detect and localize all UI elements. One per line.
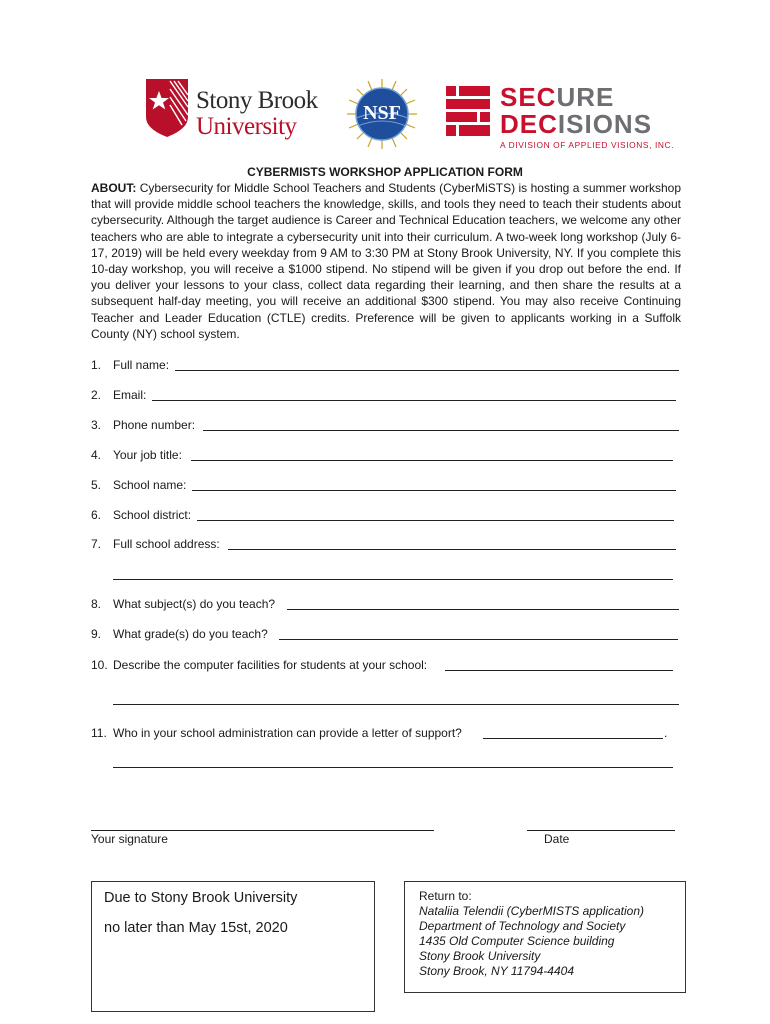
- computer-facilities-field-line2[interactable]: [113, 704, 679, 705]
- email-field[interactable]: [152, 400, 676, 401]
- due-line2: no later than May 15st, 2020: [104, 920, 288, 936]
- sbu-name-line1: Stony Brook: [196, 87, 318, 114]
- signature-label: Your signature: [91, 832, 168, 846]
- return-line-city: Stony Brook, NY 11794-4404: [419, 964, 574, 978]
- question-phone: 3. Phone number:: [91, 418, 196, 432]
- question-letter-of-support: 11. Who in your school administration can provide a letter of support?: [91, 726, 462, 740]
- grades-field[interactable]: [279, 639, 678, 640]
- signature-field[interactable]: [91, 830, 434, 831]
- job-title-field[interactable]: [191, 460, 673, 461]
- letter-of-support-period: .: [664, 726, 668, 740]
- full-name-field[interactable]: [175, 370, 679, 371]
- return-label: Return to:: [419, 889, 472, 903]
- question-school-address: 7. Full school address:: [91, 537, 220, 551]
- return-address-box: [404, 881, 686, 993]
- about-paragraph: [91, 180, 681, 342]
- stony-brook-shield-icon: [144, 77, 190, 139]
- school-district-field[interactable]: [197, 520, 674, 521]
- question-full-name: 1. Full name:: [91, 358, 170, 372]
- computer-facilities-field[interactable]: [445, 670, 673, 671]
- school-address-field[interactable]: [228, 549, 676, 550]
- nsf-letters: NSF: [363, 102, 401, 124]
- date-field[interactable]: [527, 830, 675, 831]
- subjects-field[interactable]: [287, 609, 679, 610]
- question-job-title: 4. Your job title:: [91, 448, 182, 462]
- question-subjects: 8. What subject(s) do you teach?: [91, 597, 276, 611]
- date-label: Date: [544, 832, 570, 846]
- question-computer-facilities: 10. Describe the computer facilities for students at your school:: [91, 658, 428, 672]
- secure-decisions-tagline: A DIVISION OF APPLIED VISIONS, INC.: [500, 140, 675, 150]
- question-grades: 9. What grade(s) do you teach?: [91, 627, 268, 641]
- letter-of-support-field-line2[interactable]: [113, 767, 673, 768]
- question-email: 2. Email:: [91, 388, 147, 402]
- sbu-name-line2: University: [196, 113, 297, 140]
- about-label: ABOUT:: [91, 181, 137, 195]
- school-address-field-line2[interactable]: [113, 579, 673, 580]
- decisions-word: DECISIONS: [500, 109, 653, 139]
- phone-field[interactable]: [203, 430, 679, 431]
- return-line-university: Stony Brook University: [419, 949, 541, 963]
- letter-of-support-field[interactable]: [483, 738, 663, 739]
- stony-brook-logo: [144, 77, 334, 143]
- secure-word: SECURE: [500, 82, 615, 112]
- school-name-field[interactable]: [192, 490, 676, 491]
- return-line-department: Department of Technology and Society: [419, 919, 626, 933]
- nsf-logo: [346, 78, 418, 150]
- form-title: CYBERMISTS WORKSHOP APPLICATION FORM: [247, 165, 523, 179]
- about-text: Cybersecurity for Middle School Teachers and Students (CyberMiSTS) is hosting a summer workshop that will provide middle school teachers the knowledge, skills, and tools they need to teach their students about cybersecurity. Although the target audience is Career and Technical Education teachers, we welcome any other teachers who are able to integrate a cybersecurity unit into their curriculum. A two-week long workshop (July 6-17, 2019) will be held every weekday from 9 AM to 3:30 PM at Stony Brook University, NY. If you complete this 10-day workshop, you will receive a $1000 stipend. No stipend will be given if you drop out before the end. If you deliver your lessons to your class, collect data regarding their learning, and then share the results at a subsequent half-day meeting, you will receive an additional $300 stipend. You may also receive Continuing Teacher and Leader Education (CTLE) credits. Preference will be given to applicants working in a Suffolk County (NY) school system.: [91, 181, 681, 341]
- return-line-name: Nataliia Telendii (CyberMISTS application): [419, 904, 644, 918]
- due-date-box: [91, 881, 375, 1012]
- secure-decisions-logo: [444, 82, 675, 154]
- question-school-district: 6. School district:: [91, 508, 192, 522]
- question-school-name: 5. School name:: [91, 478, 187, 492]
- secure-decisions-mark-icon: [444, 84, 492, 138]
- due-line1: Due to Stony Brook University: [104, 890, 298, 906]
- return-line-building: 1435 Old Computer Science building: [419, 934, 615, 948]
